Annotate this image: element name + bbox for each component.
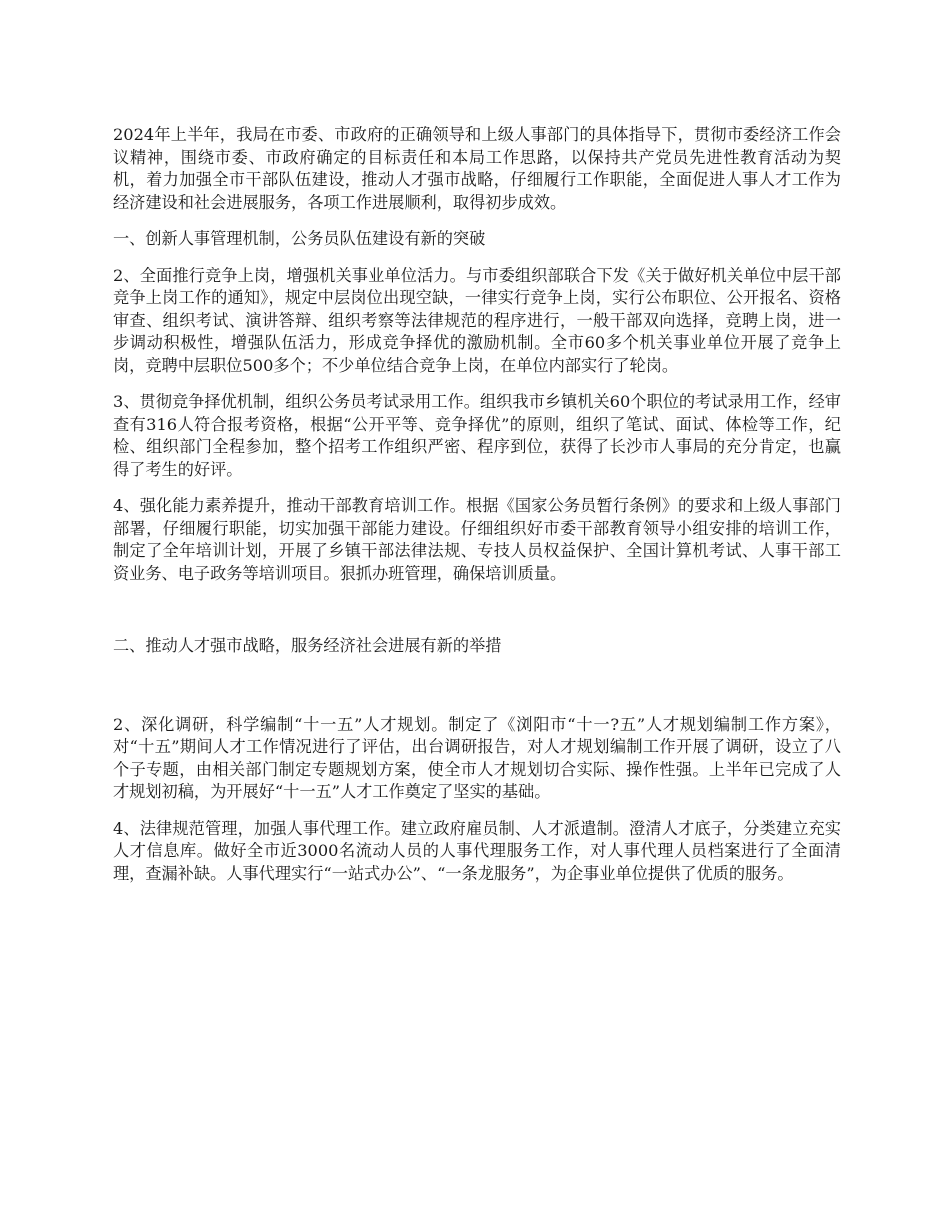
document-page bbox=[113, 124, 841, 899]
section-1-paragraph-3: 4、强化能力素养提升，推动干部教育培训工作。根据《国家公务员暂行条例》的要求和上级人事部门部署，仔细履行职能，切实加强干部能力建设。仔细组织好市委干部教育领导小组安排的培训工作，制定了全年培训计划，开展了乡镇干部法律法规、专技人员权益保护、全国计算机考试、人事干部工资业务、电子政务等培训项目。狠抓办班管理，确保培训质量。 bbox=[113, 496, 841, 583]
section-1-paragraph-2: 3、贯彻竞争择优机制，组织公务员考试录用工作。组织我市乡镇机关60个职位的考试录用工作，经审查有316人符合报考资格，根据“公开平等、竞争择优”的原则，组织了笔试、面试、体检等工作，纪检、组织部门全程参加，整个招考工作组织严密、程序到位，获得了长沙市人事局的充分肯定，也赢得了考生的好评。 bbox=[113, 392, 841, 479]
section-2-heading: 二、推动人才强市战略，服务经济社会进展有新的举措 bbox=[113, 636, 502, 655]
section-1-paragraph-1: 2、全面推行竞争上岗，增强机关事业单位活力。与市委组织部联合下发《关于做好机关单位中层干部竞争上岗工作的通知》，规定中层岗位出现空缺，一律实行竞争上岗，实行公布职位、公开报名、资格审查、组织考试、演讲答辩、组织考察等法律规范的程序进行，一般干部双向选择，竞聘上岗，进一步调动积极性，增强队伍活力，形成竞争择优的激励机制。全市60多个机关事业单位开展了竞争上岗，竞聘中层职位500多个；不少单位结合竞争上岗，在单位内部实行了轮岗。 bbox=[113, 265, 841, 375]
section-spacer bbox=[113, 599, 841, 635]
intro-paragraph: 2024年上半年，我局在市委、市政府的正确领导和上级人事部门的具体指导下，贯彻市委经济工作会议精神，围绕市委、市政府确定的目标责任和本局工作思路，以保持共产党员先进性教育活动为契机，着力加强全市干部队伍建设，推动人才强市战略，仔细履行工作职能，全面促进人事人才工作为经济建设和社会进展服务，各项工作进展顺利，取得初步成效。 bbox=[113, 125, 841, 212]
section-2-paragraph-2: 4、法律规范管理，加强人事代理工作。建立政府雇员制、人才派遣制。澄清人才底子，分类建立充实人才信息库。做好全市近3000名流动人员的人事代理服务工作，对人事代理人员档案进行了全面清理，查漏补缺。人事代理实行“一站式办公”、“一条龙服务”，为企事业单位提供了优质的服务。 bbox=[113, 818, 841, 883]
section-1-heading: 一、创新人事管理机制，公务员队伍建设有新的突破 bbox=[113, 229, 486, 248]
section-spacer bbox=[113, 658, 841, 714]
section-2-paragraph-1: 2、深化调研，科学编制“十一五”人才规划。制定了《浏阳市“十一?五”人才规划编制工作方案》，对“十五”期间人才工作情况进行了评估，出台调研报告，对人才规划编制工作开展了调研，设立了八个子专题，由相关部门制定专题规划方案，使全市人才规划切合实际、操作性强。上半年已完成了人才规划初稿，为开展好“十一五”人才工作奠定了坚实的基础。 bbox=[113, 714, 841, 801]
